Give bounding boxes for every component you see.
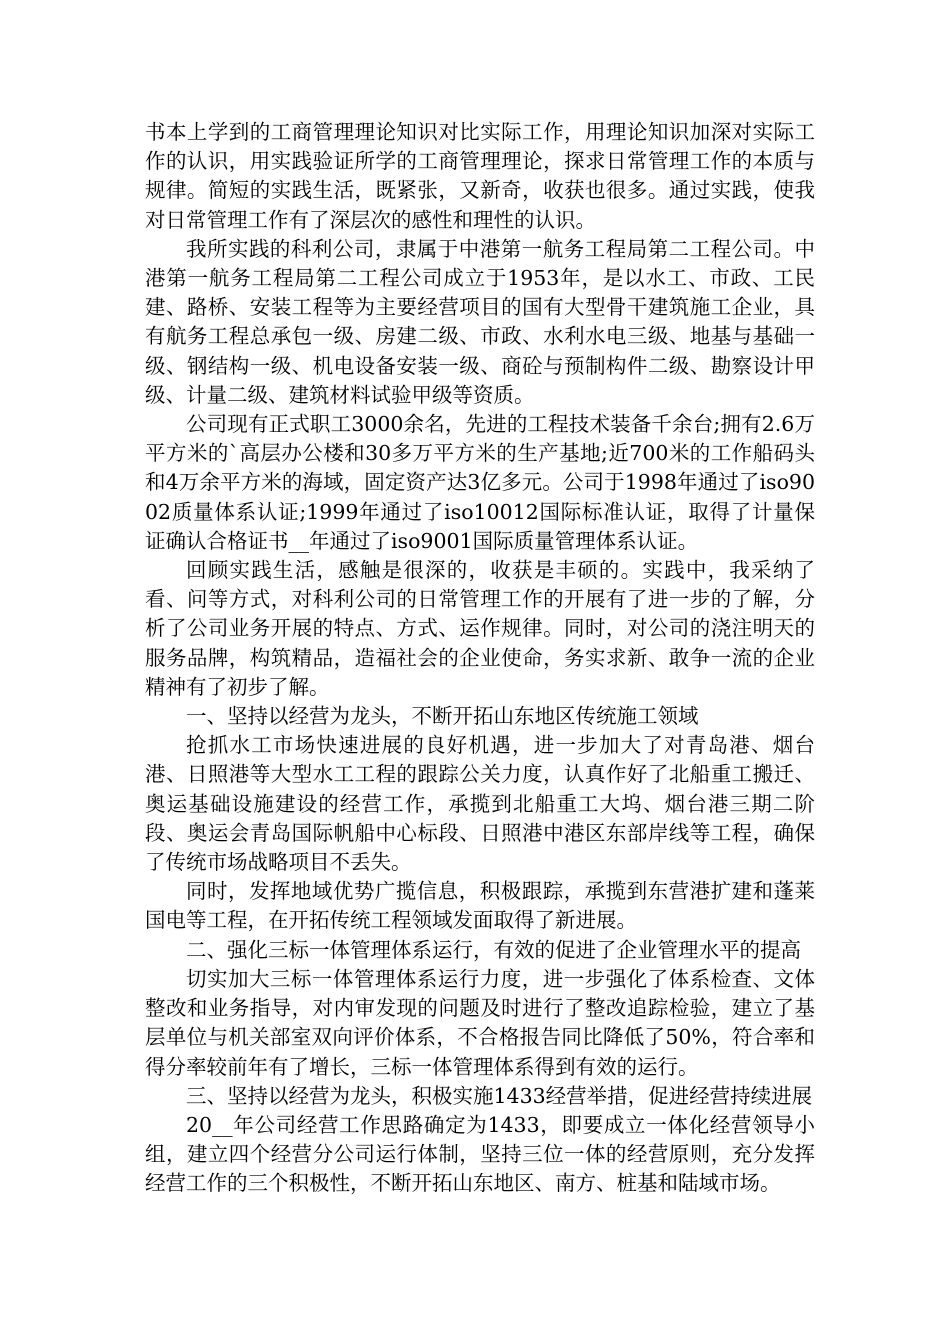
section-heading-3: 三、坚持以经营为龙头，积极实施1433经营举措，促进经营持续进展 bbox=[186, 1083, 813, 1108]
paragraph-continued: 书本上学到的工商管理理论知识对比实际工作，用理论知识加深对实际工作的认识，用实践验证所学的工商管理理论，探求日常管理工作的本质与规律。简短的实践生活，既紧张，又新奇，收获也很多。通过实践，使我对日常管理工作有了深层次的感性和理性的认识。 bbox=[145, 120, 815, 232]
document-body bbox=[145, 118, 815, 1199]
paragraph-company-intro: 我所实践的科利公司，隶属于中港第一航务工程局第二工程公司。中港第一航务工程局第二工程公司成立于1953年，是以水工、市政、工民建、路桥、安装工程等为主要经营项目的国有大型骨干建筑施工企业，具有航务工程总承包一级、房建二级、市政、水利水电三级、地基与基础一级、钢结构一级、机电设备安装一级、商砼与预制构件二级、勘察设计甲级、计量二级、建筑材料试验甲级等资质。 bbox=[145, 236, 815, 407]
paragraph-review: 回顾实践生活，感触是很深的，收获是丰硕的。实践中，我采纳了看、问等方式，对科利公司的日常管理工作的开展有了进一步的了解，分析了公司业务开展的特点、方式、运作规律。同时，对公司的浇注明天的服务品牌，构筑精品，造福社会的企业使命，务实求新、敢争一流的企业精神有了初步了解。 bbox=[145, 558, 815, 699]
section-heading-1: 一、坚持以经营为龙头，不断开拓山东地区传统施工领域 bbox=[186, 704, 699, 729]
paragraph-management-system: 切实加大三标一体管理体系运行力度，进一步强化了体系检查、文体整改和业务指导，对内审发现的问题及时进行了整改追踪检验，建立了基层单位与机关部室双向评价体系，不合格报告同比降低了50%，符合率和得分率较前年有了增长，三标一体管理体系得到有效的运行。 bbox=[145, 966, 815, 1079]
paragraph-regional: 同时，发挥地域优势广揽信息，积极跟踪，承揽到东营港扩建和蓬莱国电等工程，在开拓传统工程领域发面取得了新进展。 bbox=[145, 879, 815, 933]
section-heading-2: 二、强化三标一体管理体系运行，有效的促进了企业管理水平的提高 bbox=[186, 937, 801, 962]
paragraph-business-plan: 20__年公司经营工作思路确定为1433，即要成立一体化经营领导小组，建立四个经营分公司运行体制，坚持三位一体的经营原则，充分发挥经营工作的三个积极性，不断开拓山东地区、南方、桩基和陆域市场。 bbox=[145, 1112, 815, 1196]
paragraph-company-assets: 公司现有正式职工3000余名，先进的工程技术装备千余台;拥有2.6万平方米的`高层办公楼和30多万平方米的生产基地;近700米的工作船码头和4万余平方米的海域，固定资产达3亿多元。公司于1998年通过了iso9002质量体系认证;1999年通过了iso10012国际标准认证，取得了计量保证确认合格证书__年通过了iso9001国际质量管理体系认证。 bbox=[145, 412, 815, 553]
paragraph-market: 抢抓水工市场快速进展的良好机遇，进一步加大了对青岛港、烟台港、日照港等大型水工工程的跟踪公关力度，认真作好了北船重工搬迁、奥运基础设施建设的经营工作，承揽到北船重工大坞、烟台港三期二阶段、奥运会青岛国际帆船中心标段、日照港中港区东部岸线等工程，确保了传统市场战略项目不丢失。 bbox=[145, 733, 815, 875]
